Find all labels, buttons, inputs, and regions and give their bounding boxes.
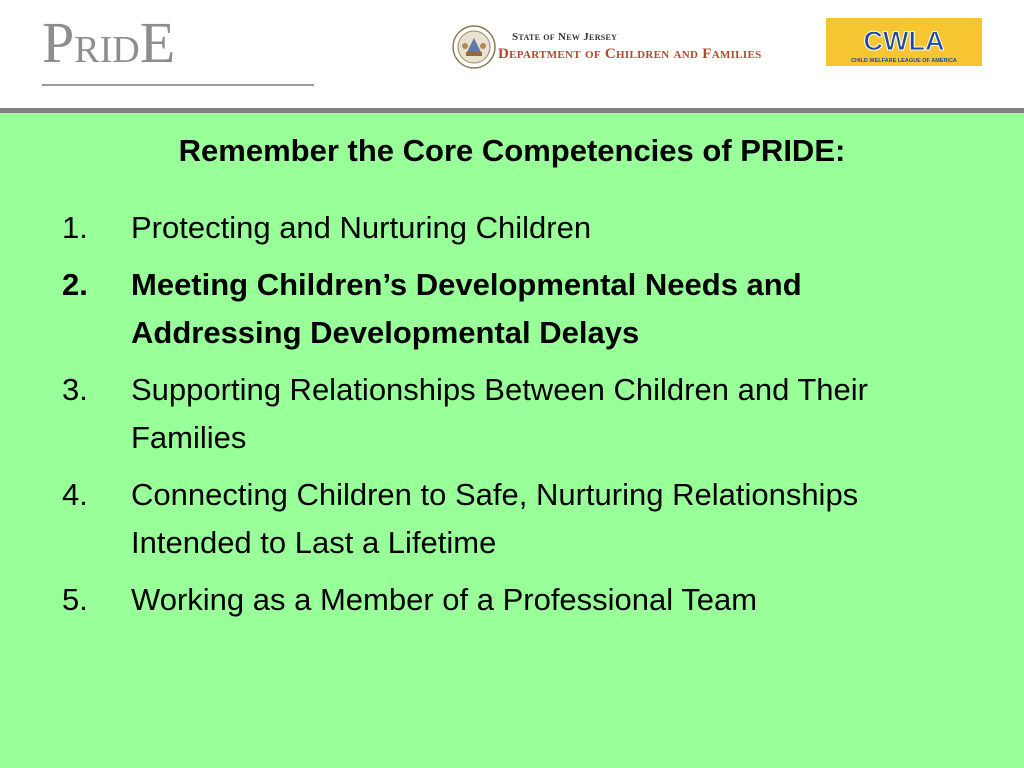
pride-logo: [42, 10, 314, 86]
competency-item: [62, 366, 962, 462]
competency-item: [62, 204, 962, 252]
competency-item: [62, 576, 962, 624]
new-jersey-seal-icon: [452, 25, 496, 69]
department-line: Department of Children and Families: [498, 46, 762, 62]
competency-item: [62, 261, 962, 357]
cwla-logo-text: CWLA: [863, 26, 945, 56]
competency-number: 2.: [62, 267, 88, 302]
cwla-logo: [826, 18, 982, 66]
slide-header: [0, 0, 1024, 108]
pride-logo-letters: PRIDE: [42, 10, 176, 75]
competency-text: Connecting Children to Safe, Nurturing Relationships Intended to Last a Lifetime: [131, 477, 859, 560]
slide-content: [0, 113, 1024, 768]
competency-text: Supporting Relationships Between Children and Their Families: [131, 372, 868, 455]
cwla-logo-tagline: CHILD WELFARE LEAGUE OF AMERICA: [851, 58, 957, 64]
competency-text: Working as a Member of a Professional Team: [131, 582, 758, 617]
slide-title: Remember the Core Competencies of PRIDE:: [178, 133, 846, 168]
competency-number: 3.: [62, 372, 88, 407]
state-line: State of New Jersey: [512, 31, 618, 43]
competency-number: 5.: [62, 582, 88, 617]
competency-text: Meeting Children’s Developmental Needs and Addressing Developmental Delays: [131, 267, 802, 350]
competency-text: Protecting and Nurturing Children: [131, 210, 592, 245]
competency-number: 1.: [62, 210, 88, 245]
competency-number: 4.: [62, 477, 88, 512]
competency-item: [62, 471, 962, 567]
pride-logo-underline: [42, 84, 314, 86]
competency-list: [62, 204, 962, 633]
